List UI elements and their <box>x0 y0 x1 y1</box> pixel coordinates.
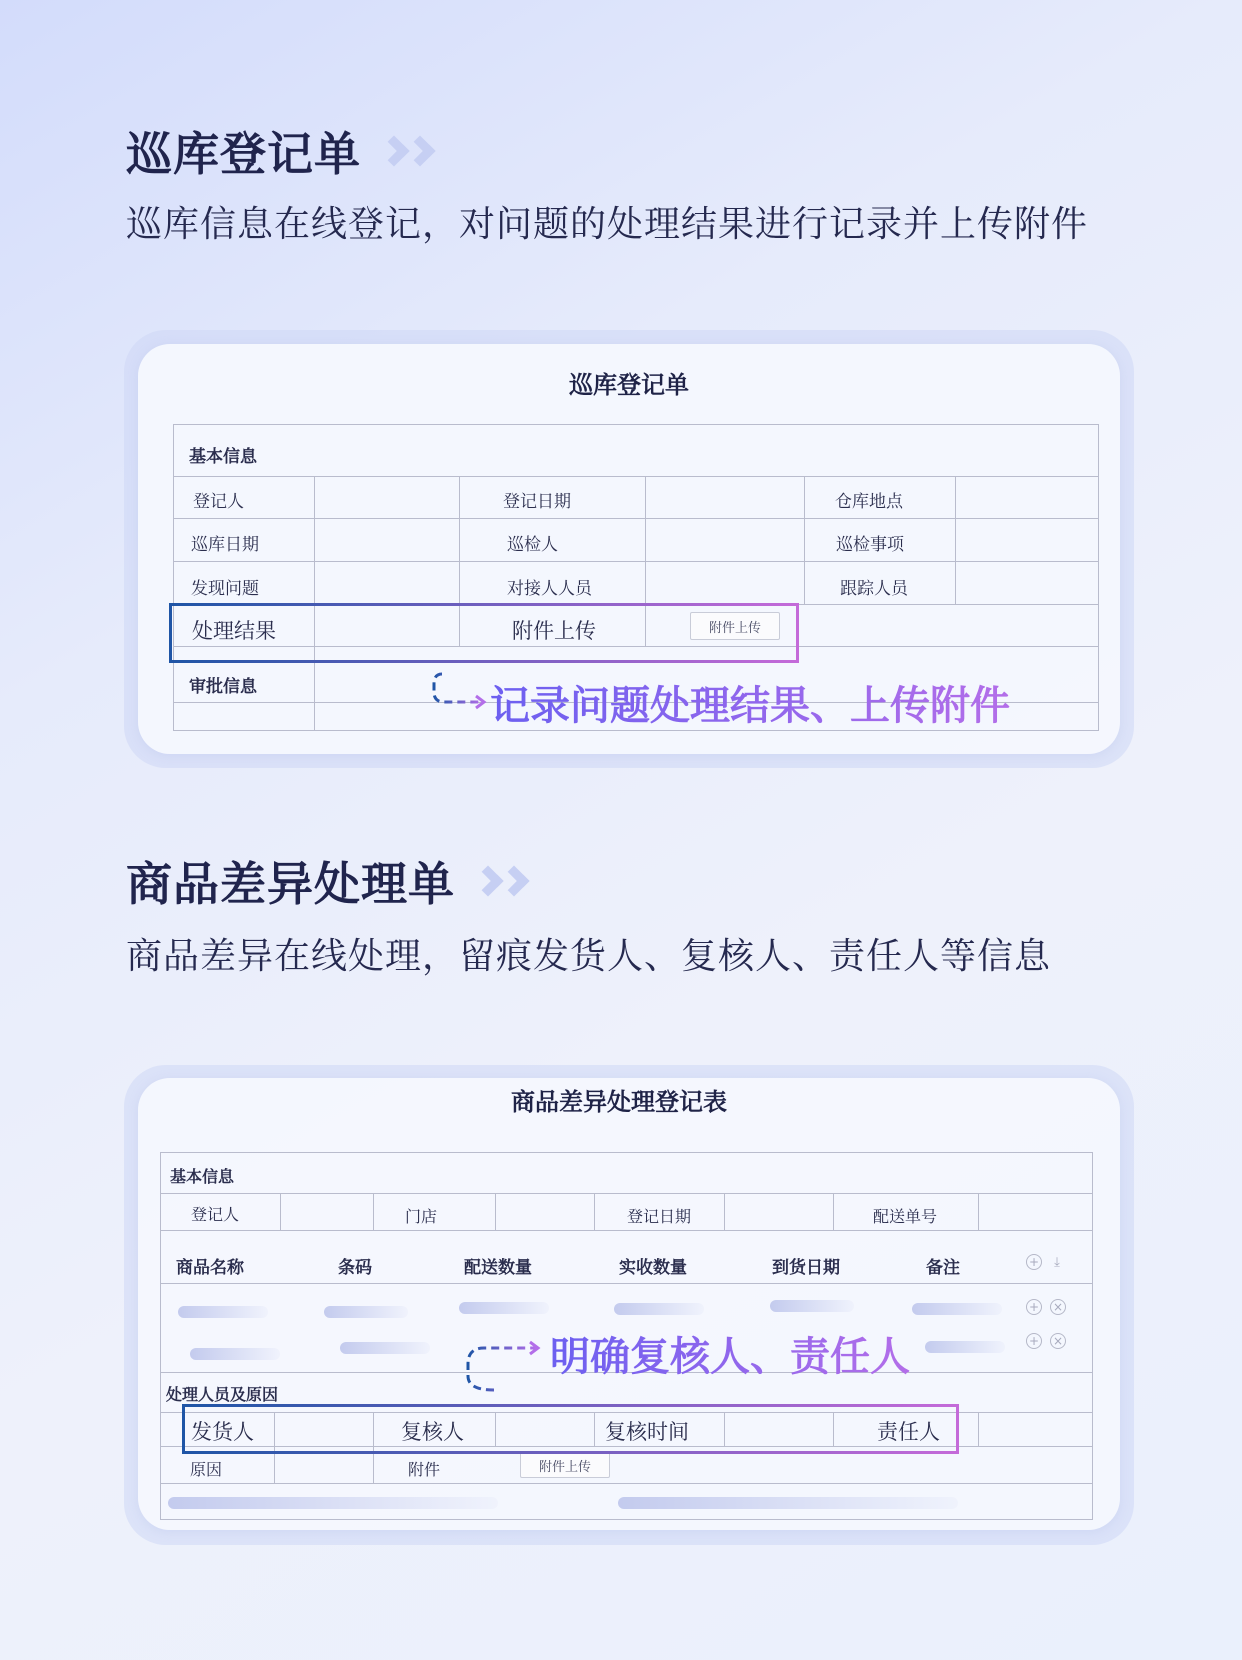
attachment-upload-label: 附件上传 <box>512 619 596 643</box>
upload-attachment-button[interactable]: 附件上传 <box>690 612 780 640</box>
handler-section-heading: 处理人员及原因 <box>166 1385 279 1404</box>
annotation-record-upload: 记录问题处理结果、上传附件 <box>490 674 1010 731</box>
form-title: 巡库登记单 <box>569 371 689 399</box>
close-circle-icon[interactable]: × <box>1050 1333 1066 1349</box>
basic-info-heading: 基本信息 <box>189 447 257 467</box>
reviewer-label: 复核人 <box>401 1420 464 1444</box>
approval-info-heading: 审批信息 <box>189 677 257 697</box>
inspection-date-label: 巡库日期 <box>191 535 259 555</box>
register-date-label: 登记日期 <box>503 492 571 512</box>
section2-subtitle: 商品差异在线处理，留痕发货人、复核人、责任人等信息 <box>126 936 1052 977</box>
chevron-double-right-icon <box>383 140 435 162</box>
blurred-cell <box>925 1341 1005 1353</box>
blurred-cell <box>340 1342 430 1354</box>
form2-title: 商品差异处理登记表 <box>511 1088 727 1116</box>
blurred-cell <box>459 1302 549 1314</box>
reason-label: 原因 <box>190 1460 223 1479</box>
inspector-label: 巡检人 <box>507 535 558 555</box>
plus-circle-icon[interactable]: + <box>1026 1333 1042 1349</box>
found-issue-label: 发现问题 <box>191 579 259 599</box>
chevron-double-right-icon <box>477 870 529 892</box>
attachment-label: 附件 <box>408 1460 441 1479</box>
result-label: 处理结果 <box>192 619 276 643</box>
col-delivery-qty: 配送数量 <box>464 1258 532 1278</box>
store-label: 门店 <box>405 1207 438 1226</box>
blurred-cell <box>912 1303 1002 1315</box>
section1-subtitle: 巡库信息在线登记，对问题的处理结果进行记录并上传附件 <box>126 204 1089 245</box>
plus-circle-icon[interactable]: + <box>1026 1254 1042 1270</box>
annotation-arrow-icon <box>430 672 490 712</box>
section2-title <box>126 848 529 914</box>
download-icon[interactable]: ⤓ <box>1054 1254 1060 1270</box>
blurred-cell <box>618 1497 958 1509</box>
tracking-person-label: 跟踪人员 <box>840 579 908 599</box>
col-arrival-date: 到货日期 <box>772 1258 840 1278</box>
plus-circle-icon[interactable]: + <box>1026 1299 1042 1315</box>
highlight-box-result <box>169 603 799 663</box>
contact-person-label: 对接人人员 <box>507 579 592 599</box>
annotation-arrow-icon <box>464 1340 544 1390</box>
blurred-cell <box>190 1348 280 1360</box>
blurred-cell <box>324 1306 408 1318</box>
blurred-cell <box>770 1300 854 1312</box>
col-received-qty: 实收数量 <box>619 1258 687 1278</box>
annotation-reviewer-responsible: 明确复核人、责任人 <box>550 1325 910 1382</box>
blurred-cell <box>168 1497 498 1509</box>
section1-title-text: 巡库登记单 <box>126 127 361 181</box>
review-time-label: 复核时间 <box>605 1420 689 1444</box>
warehouse-location-label: 仓库地点 <box>835 492 903 512</box>
register-date-label-2: 登记日期 <box>627 1207 692 1226</box>
delivery-number-label: 配送单号 <box>873 1207 938 1226</box>
close-circle-icon[interactable]: × <box>1050 1299 1066 1315</box>
section1-title <box>126 118 435 184</box>
basic-info-heading-2: 基本信息 <box>170 1167 235 1186</box>
col-remark: 备注 <box>926 1258 960 1278</box>
shipper-label: 发货人 <box>191 1420 254 1444</box>
registrant-label-2: 登记人 <box>191 1205 240 1224</box>
registrant-label: 登记人 <box>193 492 244 512</box>
section2-title-text: 商品差异处理单 <box>126 857 455 911</box>
upload-attachment-button-2[interactable]: 附件上传 <box>520 1452 610 1478</box>
blurred-cell <box>178 1306 268 1318</box>
col-barcode: 条码 <box>338 1258 372 1278</box>
inspection-item-label: 巡检事项 <box>836 535 904 555</box>
blurred-cell <box>614 1303 704 1315</box>
col-product-name: 商品名称 <box>176 1258 244 1278</box>
responsible-label: 责任人 <box>877 1420 940 1444</box>
highlight-box-people <box>182 1404 959 1454</box>
